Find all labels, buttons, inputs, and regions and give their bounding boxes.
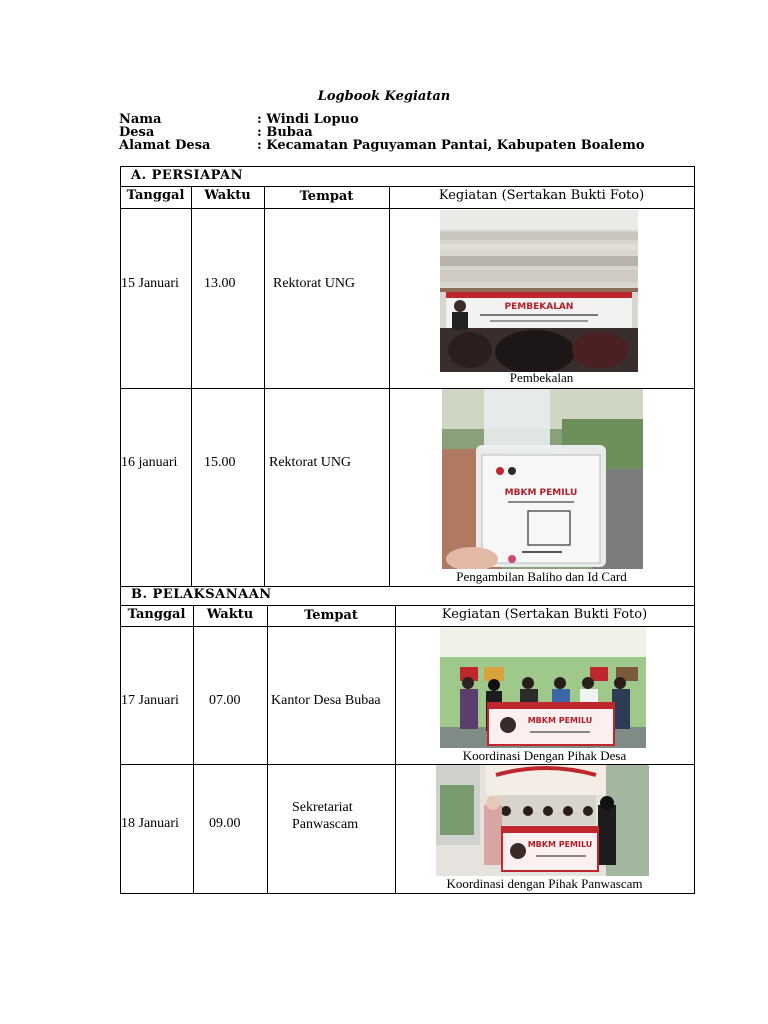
logbook-table [120, 166, 695, 894]
info-label: Alamat Desa [119, 138, 211, 153]
row-tempat: Rektorat UNG [269, 455, 352, 470]
row-waktu: 13.00 [204, 276, 236, 291]
photo-pembekalan [440, 210, 638, 372]
info-value: : Kecamatan Paguyaman Pantai, Kabupaten Boalemo [257, 138, 645, 153]
header-kegiatan: Kegiatan (Sertakan Bukti Foto) [441, 607, 648, 622]
row-tanggal: 18 Januari [121, 816, 179, 831]
info-label: Desa [119, 125, 155, 140]
header-tanggal: Tanggal [127, 607, 186, 622]
photo-caption: Pembekalan [509, 370, 574, 385]
identity-block [119, 113, 645, 152]
banner-text: MBKM PEMILU [527, 840, 593, 849]
info-row-nama [119, 113, 645, 126]
photo-id-card [442, 389, 643, 569]
photo-caption: Koordinasi dengan Pihak Panwascam [446, 876, 643, 891]
info-label: Nama [119, 112, 162, 127]
row-tanggal: 16 januari [121, 455, 178, 470]
row-tempat: Rektorat UNG [273, 276, 356, 291]
info-value: : Bubaa [257, 125, 313, 140]
row-tempat: Kantor Desa Bubaa [271, 693, 381, 708]
banner-text: MBKM PEMILU [527, 716, 593, 725]
row-waktu: 15.00 [204, 455, 236, 470]
info-value: : Windi Lopuo [257, 112, 359, 127]
header-tempat: Tempat [304, 608, 358, 623]
section-title-pelaksanaan: B. PELAKSANAAN [131, 587, 272, 602]
section-title-persiapan: A. PERSIAPAN [131, 168, 243, 183]
header-tempat: Tempat [299, 189, 354, 204]
banner-text: MBKM PEMILU [504, 488, 578, 498]
header-tanggal: Tanggal [126, 188, 185, 203]
page-title: Logbook Kegiatan [317, 89, 451, 104]
row-tempat: Sekretariat Panwascam [292, 800, 359, 832]
header-waktu: Waktu [204, 188, 251, 203]
row-tanggal: 15 Januari [121, 276, 179, 291]
row-tanggal: 17 Januari [121, 693, 179, 708]
header-waktu: Waktu [206, 607, 254, 622]
row-waktu: 09.00 [209, 816, 241, 831]
photo-caption: Koordinasi Dengan Pihak Desa [462, 748, 627, 763]
header-kegiatan: Kegiatan (Sertakan Bukti Foto) [438, 188, 645, 203]
photo-caption: Pengambilan Baliho dan Id Card [456, 569, 627, 584]
banner-text: PEMBEKALAN [504, 302, 574, 312]
photo-koordinasi-panwascam [436, 765, 649, 876]
photo-koordinasi-desa [440, 627, 646, 748]
info-row-alamat [119, 139, 645, 152]
row-waktu: 07.00 [209, 693, 241, 708]
